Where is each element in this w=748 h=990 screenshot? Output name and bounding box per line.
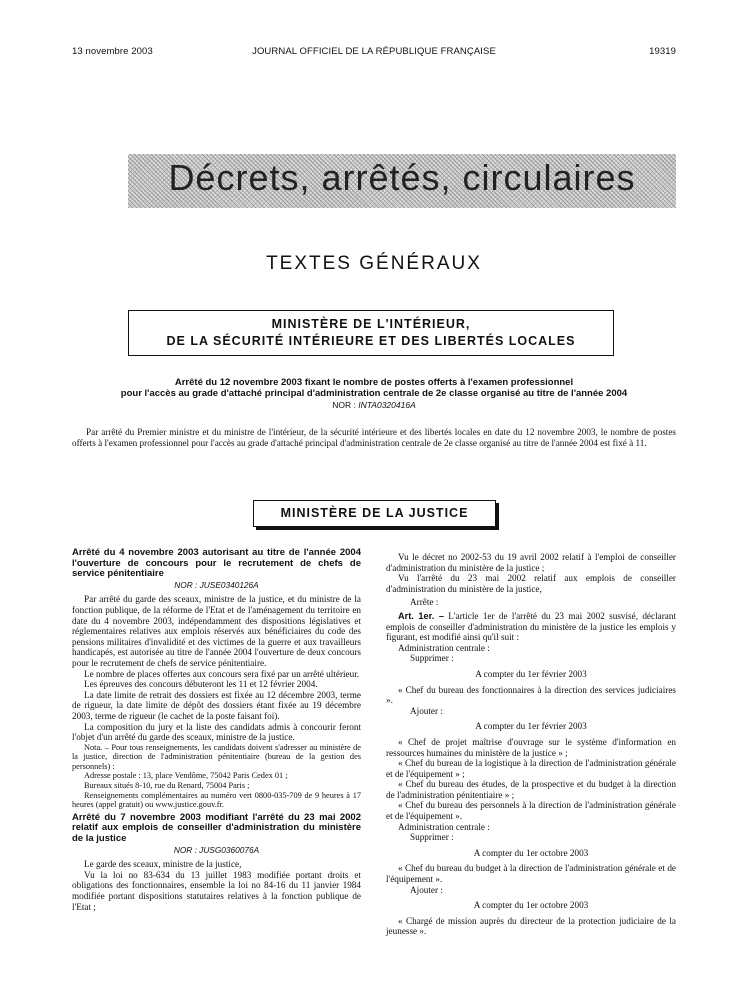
paragraph: « Chef du bureau de la logistique à la direction de l'administration générale et de l'équipement » ; [386,758,676,779]
paragraph: Ajouter : [410,705,443,716]
arrete-1-title-line2: pour l'accès au grade d'attaché principal d'administration centrale de 2e classe organisé au titre de l'année 2004 [120,388,628,399]
paragraph: Vu la loi no 83-634 du 13 juillet 1983 modifiée portant droits et obligations des fonctionnaires, ensemble la loi no 84-16 du 11 janvier 1984 modifiée portant dispositions statutaires relatives à la fonction publique de l'Etat ; [72,869,361,912]
banner-title: Décrets, arrêtés, circulaires [168,157,636,198]
arrete-1-body: Par arrêté du Premier ministre et du ministre de l'intérieur, de la sécurité intérieure et des libertés locales en date du 12 novembre 2003, le nombre de postes offerts à l'examen professionnel pour l'accès au grade d'attaché principal d'administration centrale de 2e classe organisé au titre de l'année 2004 est fixé à 11. [72,427,676,448]
paragraph: « Chef du bureau des études, de la prospective et du budget à la direction de l'administration pénitentiaire » ; [386,779,676,800]
paragraph: « Chef du bureau des fonctionnaires à la direction des services judiciaires ». [386,684,676,706]
arrete-1-title-line1: Arrêté du 12 novembre 2003 fixant le nombre de postes offerts à l'examen professionnel [174,377,574,388]
section-title: TEXTES GÉNÉRAUX [266,253,482,274]
nor-code: INTA0320416A [358,400,416,410]
arrete-1-nor [70,400,678,411]
paragraph: Vu le décret no 2002-53 du 19 avril 2002 relatif à l'emploi de conseiller d'administration du ministère de la justice ; [386,552,676,573]
ministry-interior-line2: DE LA SÉCURITÉ INTÉRIEURE ET DES LIBERTÉS LOCALES [166,334,576,348]
header-date: 13 novembre 2003 [72,46,153,57]
header-page-number: 19319 [649,46,676,57]
nor-label: NOR : [332,400,356,410]
ministry-interior-box [128,310,614,356]
paragraph: « Chef du bureau des personnels à la direction de l'administration générale et de l'équipement ». [386,800,676,822]
address-line: Adresse postale : 13, place Vendôme, 75042 Paris Cedex 01 ; [84,771,288,781]
paragraph: La composition du jury et la liste des candidats admis à concourir feront l'objet d'un arrêté du garde des sceaux, ministre de la justice. [72,721,361,743]
date-heading: A compter du 1er octobre 2003 [473,847,589,858]
paragraph: Par arrêté du garde des sceaux, ministre de la justice, et du ministre de la fonction publique, de la réforme de l'Etat et de l'aménagement du territoire en date du 4 novembre 2003, indépendamment des dispositions législatives et réglementaires relatives aux emplois réservés aux bénéficiaires du code des pensions militaires d'invalidité et des victimes de la guerre et aux travailleurs handicapés, est autorisée au titre de l'année 2004 l'ouverture de deux concours pour le recrutement de chefs de service pénitentiaire. [72,594,361,668]
article-1-text: L'article 1er de l'arrêté du 23 mai 2002 susvisé, déclarant emplois de conseiller d'administration du ministère de la justice les emplois y figurant, est modifié ainsi qu'il suit : [386,610,676,643]
paragraph: Supprimer : [410,653,454,664]
arrete-2-title: Arrêté du 4 novembre 2003 autorisant au titre de l'année 2004 l'ouverture de concours pour le recrutement de chefs de service pénitentiaire [72,547,361,580]
ministry-interior-line1: MINISTÈRE DE L'INTÉRIEUR, [271,317,471,331]
paragraph: « Chargé de mission auprès du directeur de la protection judiciaire de la jeunesse ». [386,915,676,937]
paragraph: Vu l'arrêté du 23 mai 2002 relatif aux emplois de conseiller d'administration du ministère de la justice, [386,573,676,594]
paragraph: Le garde des sceaux, ministre de la justice, [84,859,242,870]
paragraph: Ajouter : [410,884,443,895]
nota-paragraph: Nota. – Pour tous renseignements, les candidats doivent s'adresser au ministère de la justice, direction de l'administration pénitentiaire (bureau de la gestion des personnels) : [72,742,361,771]
date-heading: A compter du 1er octobre 2003 [473,900,589,911]
ministry-justice-box [253,500,496,527]
ministry-justice-title: MINISTÈRE DE LA JUSTICE [280,506,469,520]
paragraph: Les épreuves des concours débuteront les 11 et 12 février 2004. [84,679,318,690]
paragraph: Supprimer : [410,832,454,843]
header-journal-title: JOURNAL OFFICIEL DE LA RÉPUBLIQUE FRANÇAISE [252,46,496,57]
paragraph: « Chef de projet maîtrise d'ouvrage sur le système d'information en ressources humaines du ministère de la justice » ; [386,736,676,758]
paragraph: La date limite de retrait des dossiers est fixée au 12 décembre 2003, terme de rigueur, la date limite de dépôt des dossiers étant fixée au 19 décembre 2003, terme de rigueur (le cachet de la poste faisant foi). [72,689,361,721]
paragraph: Le nombre de places offertes aux concours sera fixé par un arrêté ultérieur. [84,668,360,679]
arrete-1-title [70,377,678,411]
date-heading: A compter du 1er février 2003 [475,721,587,732]
arrete-3-title: Arrêté du 7 novembre 2003 modifiant l'arrêté du 23 mai 2002 relatif aux emplois de conseiller d'administration du ministère de la justice [72,811,361,845]
paragraph: « Chef du bureau du budget à la direction de l'administration générale et de l'équipement ». [386,863,676,885]
section-banner [128,154,676,208]
arrete-3-nor: NOR : JUSG0360076A [173,844,260,855]
address-line: Bureaux situés 8-10, rue du Renard, 75004 Paris ; [84,781,250,791]
arrete-2-nor: NOR : JUSE0340126A [174,579,259,590]
date-heading: A compter du 1er février 2003 [475,668,587,679]
address-line: Renseignements complémentaires au numéro vert 0800-035-709 de 9 heures à 17 heures (appel gratuit) ou www.justice.gouv.fr. [72,790,361,810]
article-1-label: Art. 1er. – [398,610,444,621]
paragraph: Administration centrale : [398,642,490,653]
left-column [72,548,361,912]
paragraph: Administration centrale : [398,821,490,832]
article-1 [386,611,676,643]
right-column [386,552,676,937]
arrete-word: Arrête : [410,597,439,608]
